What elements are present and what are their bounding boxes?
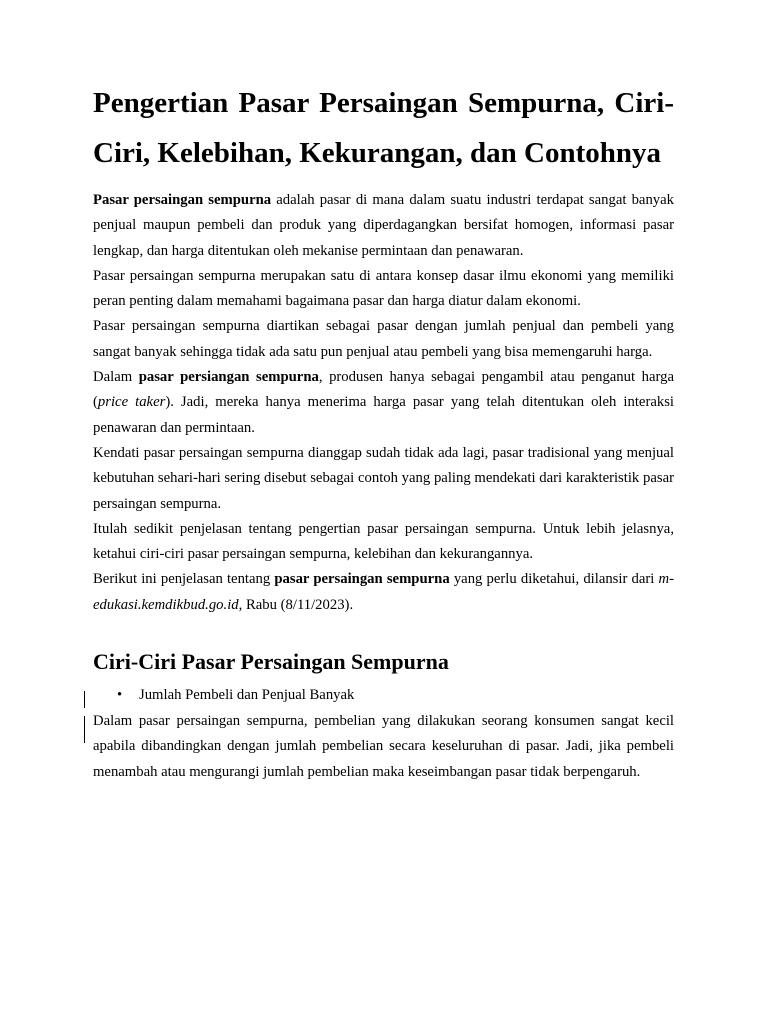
bold-term: pasar persiangan sempurna: [138, 369, 319, 386]
bold-term: Pasar persaingan sempurna: [93, 192, 272, 208]
paragraph-price-taker: Dalam pasar persiangan sempurna, produsen hanya sebagai pengambil atau penganut harga (price taker). Jadi, mereka hanya menerima harga pasar yang telah ditentukan oleh interaksi penawaran dan permintaan.: [93, 369, 674, 436]
paragraph-buyers-sellers: Dalam pasar persaingan sempurna, pembelian yang dilakukan seorang konsumen sangat kecil apabila dibandingkan dengan jumlah pembelian secara keseluruhan di pasar. Jadi, jika pembeli menambah atau mengurangi jumlah pembelian maka keseimbangan pasar tidak berpengaruh.: [93, 713, 674, 780]
page-title: Pengertian Pasar Persaingan Sempurna, Ciri-Ciri, Kelebihan, Kekurangan, dan Contohnya: [93, 87, 674, 169]
bullet-icon: •: [117, 687, 123, 704]
paragraph-summary: Itulah sedikit penjelasan tentang pengertian pasar persaingan sempurna. Untuk lebih jelasnya, ketahui ciri-ciri pasar persaingan sempurna, kelebihan dan kekurangannya.: [93, 520, 674, 563]
paragraph-meaning: Pasar persaingan sempurna diartikan sebagai pasar dengan jumlah penjual dan pembeli yang sangat banyak sehingga tidak ada satu pun penjual atau pembeli yang bisa memengaruhi harga.: [93, 318, 674, 360]
text-cursor-icon: [84, 691, 85, 708]
paragraph-concept: Pasar persaingan sempurna merupakan satu di antara konsep dasar ilmu ekonomi yang memiliki peran penting dalam memahami bagaimana pasar dan harga diatur dalam ekonomi.: [93, 267, 674, 310]
list-item: • Jumlah Pembeli dan Penjual Banyak: [139, 683, 674, 707]
section-heading-ciri-ciri: Ciri-Ciri Pasar Persaingan Sempurna: [93, 649, 449, 675]
paragraph-traditional-market: Kendati pasar persaingan sempurna dianggap sudah tidak ada lagi, pasar tradisional yang menjual kebutuhan sehari-hari sering disebut sebagai contoh yang paling mendekati dari karakteristik pasar persaingan sempurna.: [93, 444, 674, 512]
document-page: [93, 78, 674, 785]
bold-term: pasar persaingan sempurna: [274, 571, 450, 588]
paragraph-definition: Pasar persaingan sempurna adalah pasar di mana dalam suatu industri terdapat sangat banyak penjual maupun pembeli dan produk yang diperdagangkan bersifat homogen, informasi pasar lengkap, dan harga ditentukan oleh mekanise permintaan dan penawaran.: [93, 192, 674, 259]
source-link-text: m-edukasi.kemdikbud.go.id: [93, 571, 674, 613]
text-cursor-icon: [84, 716, 85, 743]
bullet-list: [93, 683, 674, 707]
paragraph-source: Berikut ini penjelasan tentang pasar persaingan sempurna yang perlu diketahui, dilansir dari m-edukasi.kemdikbud.go.id, Rabu (8/11/2023).: [93, 571, 674, 613]
empty-line: [93, 618, 674, 647]
italic-term: price taker: [97, 394, 166, 411]
